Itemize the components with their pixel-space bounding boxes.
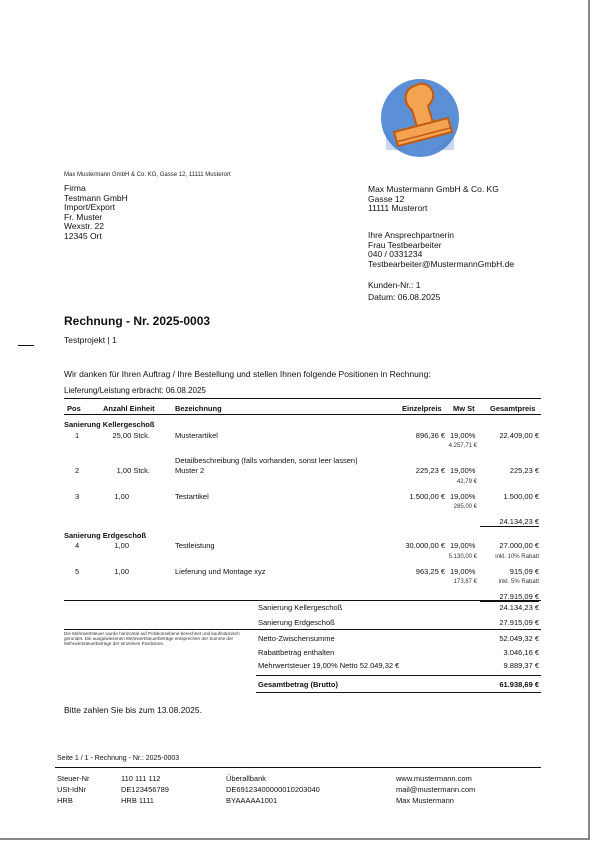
- summary-group1-label: Sanierung Kellergeschoß: [258, 603, 343, 612]
- footer-col-tax-labels: [57, 773, 90, 806]
- footer-text: HRB: [57, 796, 73, 805]
- footer-text: Überallbank: [226, 774, 267, 783]
- row-unit-price: 225,23 €: [415, 466, 445, 475]
- fold-mark: [18, 345, 34, 346]
- delivery-date: Lieferung/Leistung erbracht: 06.08.2025: [64, 386, 206, 395]
- footer-website[interactable]: www.mustermann.com: [396, 774, 472, 783]
- recipient-line: Fr. Muster: [64, 211, 103, 222]
- company-address: [368, 185, 499, 214]
- row-qty: 1,00: [114, 492, 129, 501]
- row-detail-desc: Detailbeschreibung (falls vorhanden, sonst leer lassen): [175, 456, 358, 465]
- row-total: 1.500,00 €: [503, 492, 539, 501]
- header-unit-price: Einzelpreis: [402, 404, 442, 413]
- discount-value: 3.046,16 €: [503, 648, 539, 657]
- row-pos: 1: [75, 431, 80, 440]
- header-qty: Anzahl Einheit: [103, 404, 155, 413]
- recipient-line: Import/Export: [64, 202, 116, 213]
- row-vat-amount: 4.257,71 €: [448, 443, 477, 449]
- footer-text: HRB 1111: [121, 796, 154, 805]
- row-vat: 19,00%: [450, 567, 476, 576]
- row-qty: 25,00 Stck.: [112, 431, 150, 440]
- row-unit-price: 30.000,00 €: [405, 541, 445, 550]
- footer-text: USt-IdNr: [57, 785, 87, 794]
- row-vat: 19,00%: [450, 466, 476, 475]
- recipient-line: 12345 Ort: [64, 230, 102, 241]
- invoice-title: Rechnung - Nr. 2025-0003: [64, 314, 211, 328]
- table-header-rule: [64, 414, 541, 415]
- group-title: Sanierung Erdgeschoß: [64, 531, 147, 540]
- row-total: 225,23 €: [509, 466, 539, 475]
- discount-label: Rabattbetrag enthalten: [258, 648, 335, 657]
- row-desc: Testleistung: [175, 541, 215, 550]
- row-pos: 4: [75, 541, 80, 550]
- vat-note: Die Mehrwertsteuer wurde horizontal auf Positionsebene berechnet und kaufmännisch gerundet. Die ausgewiesenen Mehrwertsteuerbeträge entsprechen der Summe der Mehrwertsteuerbeträge der einzelnen Positionen.: [64, 631, 240, 646]
- company-line: 11111 Musterort: [368, 203, 428, 214]
- header-desc: Bezeichnung: [175, 404, 222, 413]
- row-qty: 1,00: [114, 541, 129, 550]
- vat-label: Mehrwertsteuer 19,00% Netto 52.049,32 €: [258, 661, 400, 670]
- page-info: Seite 1 / 1 - Rechnung - Nr.: 2025-0003: [57, 755, 180, 762]
- header-total: Gesamtpreis: [490, 404, 536, 413]
- row-unit-price: 1.500,00 €: [409, 492, 445, 501]
- intro-text: Wir danken für Ihren Auftrag / Ihre Bestellung und stellen Ihnen folgende Positionen in Rechnung:: [64, 369, 431, 379]
- group-subtotal: 24.134,23 €: [480, 517, 539, 527]
- net-subtotal-value: 52.049,32 €: [499, 634, 539, 643]
- recipient-line: Testmann GmbH: [64, 192, 128, 203]
- vat-value: 9.889,37 €: [503, 661, 539, 670]
- table-rule: [64, 600, 541, 601]
- row-total: 915,09 €: [509, 567, 539, 576]
- row-unit-price: 963,25 €: [415, 567, 445, 576]
- row-qty: 1,00 Stck.: [116, 466, 150, 475]
- contact-email: Testbearbeiter@MustermannGmbH.de: [368, 258, 515, 269]
- footer-col-contact: [396, 773, 475, 806]
- row-vat: 19,00%: [450, 431, 476, 440]
- contact-block: [368, 231, 514, 269]
- gross-value: 61.938,69 €: [499, 680, 539, 689]
- footer-col-bank: [226, 773, 320, 806]
- footer-text: DE69123400000010203040: [226, 785, 320, 794]
- row-discount-note: inkl. 10% Rabatt: [495, 554, 539, 560]
- net-subtotal-label: Netto-Zwischensumme: [258, 634, 335, 643]
- payment-text: Bitte zahlen Sie bis zum 13.08.2025.: [64, 705, 202, 715]
- contact-line: Ihre Ansprechpartnerin: [368, 230, 454, 240]
- gross-label: Gesamtbetrag (Brutto): [258, 680, 339, 689]
- row-desc: Musterartikel: [175, 431, 218, 440]
- contact-line: Frau Testbearbeiter: [368, 239, 442, 250]
- footer-text: Steuer-Nr: [57, 774, 90, 783]
- row-qty: 1,00: [114, 567, 129, 576]
- company-line: Gasse 12: [368, 193, 405, 204]
- summary-rule: [64, 629, 541, 630]
- project-subtitle: Testprojekt | 1: [64, 335, 117, 345]
- header-pos: Pos: [67, 404, 81, 413]
- row-pos: 5: [75, 567, 80, 576]
- group-subtotal: 27.915,09 €: [480, 592, 539, 602]
- footer-email[interactable]: mail@mustermann.com: [396, 785, 476, 794]
- gross-bottom-rule: [256, 692, 541, 693]
- footer-text: DE123456789: [121, 785, 169, 794]
- summary-group2-label: Sanierung Erdgeschoß: [258, 618, 335, 627]
- row-vat-amount: 5.130,00 €: [448, 554, 477, 560]
- row-discount-note: inkl. 5% Rabatt: [498, 579, 539, 585]
- row-pos: 2: [75, 466, 80, 475]
- summary-group1-value: 24.134,23 €: [499, 603, 539, 612]
- row-pos: 3: [75, 492, 80, 501]
- recipient-address: [64, 184, 128, 242]
- row-desc: Lieferung und Montage xyz: [175, 567, 266, 576]
- row-vat-amount: 42,79 €: [456, 479, 477, 485]
- gross-top-rule: [256, 675, 541, 676]
- footer-rule: [55, 767, 541, 768]
- row-vat-amount: 173,87 €: [453, 579, 477, 585]
- row-unit-price: 896,36 €: [415, 431, 445, 440]
- recipient-line: Wexstr. 22: [64, 221, 104, 232]
- stamp-logo-icon: [374, 72, 464, 162]
- sender-line: Max Mustermann GmbH & Co. KG, Gasse 12, 11111 Musterort: [64, 172, 231, 178]
- customer-number: Kunden-Nr.: 1: [368, 280, 421, 290]
- footer-text: BYAAAAA1001: [226, 796, 278, 805]
- contact-line: 040 / 0331234: [368, 249, 423, 260]
- recipient-line: Firma: [64, 183, 86, 193]
- row-vat-amount: 285,00 €: [453, 504, 477, 510]
- row-total: 27.000,00 €: [499, 541, 539, 550]
- row-desc: Testartikel: [175, 492, 209, 501]
- row-desc: Muster 2: [175, 466, 205, 475]
- footer-text: Max Mustermann: [396, 796, 454, 805]
- footer-col-tax-values: [121, 773, 169, 806]
- header-vat: Mw St: [453, 404, 475, 413]
- group-title: Sanierung Kellergeschoß: [64, 420, 155, 429]
- row-vat: 19,00%: [450, 541, 476, 550]
- company-line: Max Mustermann GmbH & Co. KG: [368, 184, 499, 194]
- row-vat: 19,00%: [450, 492, 476, 501]
- row-total: 22.409,00 €: [499, 431, 539, 440]
- table-top-rule: [64, 398, 541, 399]
- invoice-date: Datum: 06.08.2025: [368, 292, 441, 302]
- footer-text: 110 111 112: [121, 774, 161, 783]
- summary-group2-value: 27.915,09 €: [499, 618, 539, 627]
